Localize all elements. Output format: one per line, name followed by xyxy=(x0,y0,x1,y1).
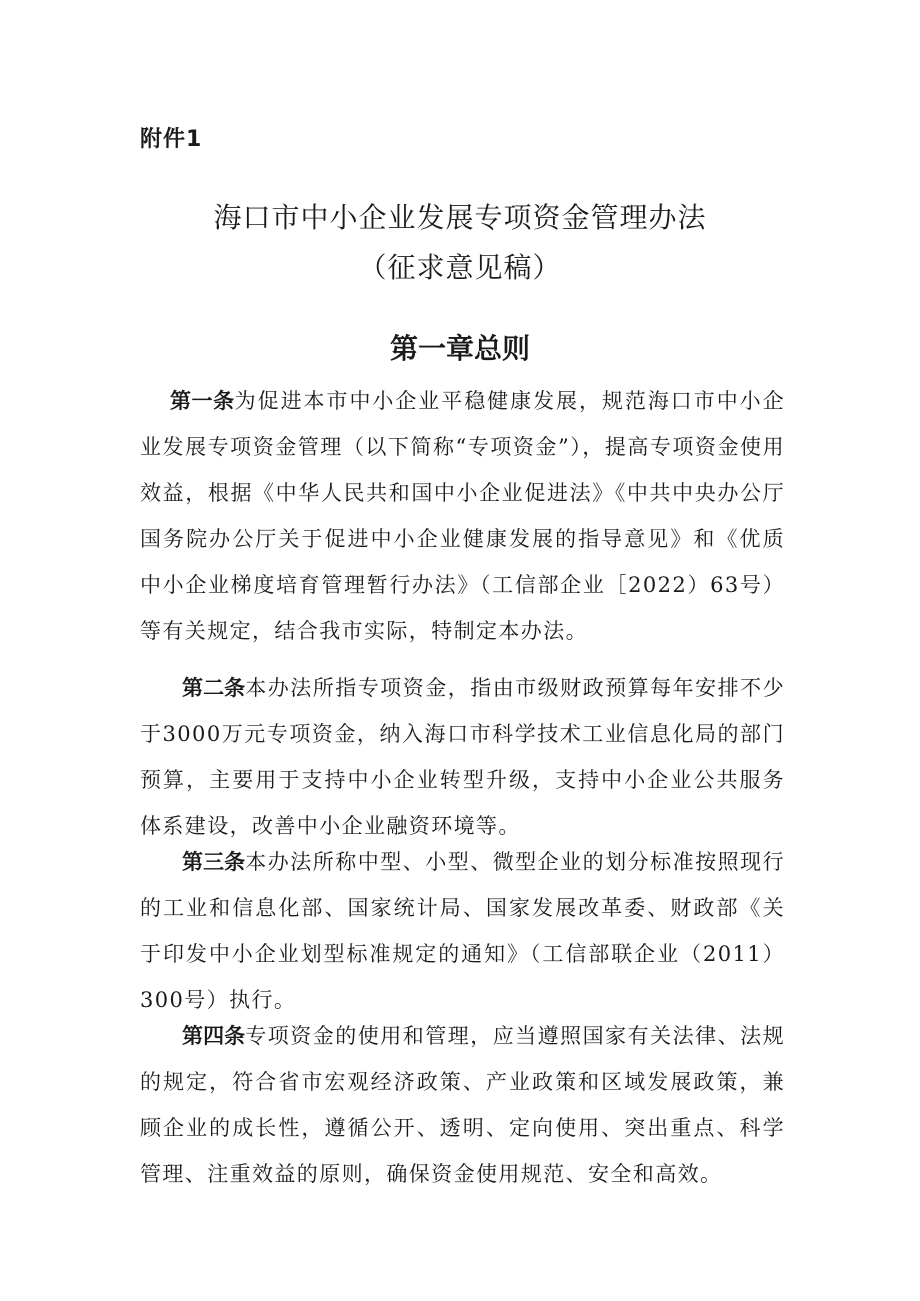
article-3-text: 本办法所称中型、小型、微型企业的划分标准按照现行的工业和信息化部、国家统计局、国家发展改革委、财政部《关于印发中小企业划型标准规定的通知》（工信部联企业（2011）300号）执行。 xyxy=(140,850,785,1012)
article-2-text: 本办法所指专项资金，指由市级财政预算每年安排不少于3000万元专项资金，纳入海口市科学技术工业信息化局的部门预算，主要用于支持中小企业转型升级，支持中小企业公共服务体系建设，改善中小企业融资环境等。 xyxy=(140,676,785,838)
article-4-heading: 第四条 xyxy=(182,1024,246,1048)
chapter-title: 第一章总则 xyxy=(389,332,530,365)
article-4 xyxy=(140,1013,785,1197)
article-4-text: 专项资金的使用和管理，应当遵照国家有关法律、法规的规定，符合省市宏观经济政策、产业政策和区域发展政策，兼顾企业的成长性，遵循公开、透明、定向使用、突出重点、科学管理、注重效益的原则，确保资金使用规范、安全和高效。 xyxy=(140,1024,785,1186)
article-3 xyxy=(140,839,785,1023)
article-1-text: 为促进本市中小企业平稳健康发展，规范海口市中小企业发展专项资金管理（以下简称“专项资金”），提高专项资金使用效益，根据《中华人民共和国中小企业促进法》《中共中央办公厅国务院办公厅关于促进中小企业健康发展的指导意见》和《优质中小企业梯度培育管理暂行办法》（工信部企业［2022）63号）等有关规定，结合我市实际，特制定本办法。 xyxy=(140,389,785,643)
article-3-heading: 第三条 xyxy=(182,850,246,874)
article-1-heading: 第一条 xyxy=(170,389,235,413)
attachment-label: 附件1 xyxy=(140,127,203,152)
document-subtitle: （征求意见稿） xyxy=(358,251,562,284)
article-2 xyxy=(140,665,785,849)
article-2-heading: 第二条 xyxy=(182,676,246,700)
document-title: 海口市中小企业发展专项资金管理办法 xyxy=(213,201,707,234)
article-1 xyxy=(140,378,785,654)
